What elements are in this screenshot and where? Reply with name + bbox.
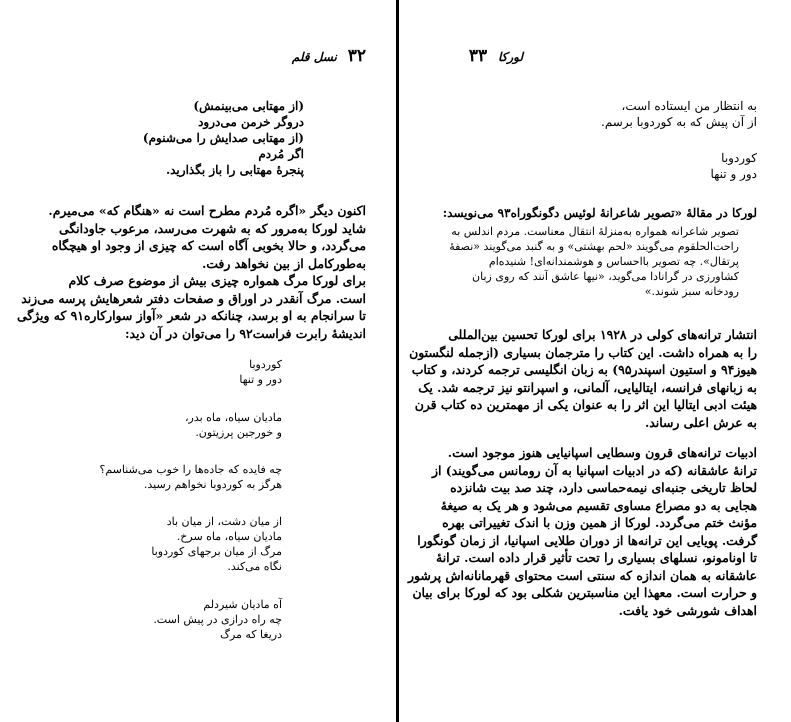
left-poem-2a (239, 357, 282, 387)
left-poem-2c (99, 462, 282, 492)
poem-line: نگاه می‌کند. (227, 560, 282, 573)
poem-line: مادیان سیاه، ماه بدر، (184, 411, 282, 424)
poem-line: دور و تنها (239, 373, 282, 386)
poem-line: از آن پیش که به کوردوبا برسم. (601, 115, 757, 129)
poem-line: کوردوبا (721, 151, 757, 165)
para-line: عاشقانه به همان اندازه که سنتی است محتوای قهرمانانه‌اش پرشور (408, 567, 757, 583)
quote-line: راحت‌الحلقوم می‌گویند «لحم بهشتی» و به گنبد می‌گویند «نصفهٔ (449, 240, 739, 253)
prose-line: شاید لورکا به‌مرور که به شهرت می‌رسد، مرعوب جاودانگی (59, 220, 366, 236)
para-line: گرفت. پویایی این ترانه‌ها از دوران طلایی اسپانیا، از زمان گونگورا (417, 532, 757, 548)
para-line: هیوز۹۴ و استیون اسپندر۹۵) به زبان انگلیسی ترجمه کردند، و کتاب (411, 362, 757, 377)
right-page-number: ۳۳ (468, 46, 488, 66)
poem-line: دریغا که مرگ (220, 628, 282, 641)
poem-line: و خورجین پرزیتون. (195, 426, 282, 439)
para-line: هجایی به دو مصراع مساوی تقسیم می‌شود و هر یک به صیغهٔ (440, 497, 757, 513)
prose-line: اکنون دیگر «اگره مُردم مطرح است نه «هنگام که» می‌میرم. (48, 203, 366, 218)
right-page (399, 0, 791, 722)
para-line: هیئت ادبی ایتالیا این اثر را به عنوان یکی از مهمترین ده کتاب قرن (414, 397, 757, 412)
para-line: و حرارت است. معهذا این مناسبترین شکلی بود که لورکا برای بیان (412, 585, 757, 600)
poem-line: از میان دشت، از میان باد (166, 515, 282, 528)
poem-line: چه فایده که جاده‌ها را خوب می‌شناسم؟ (99, 463, 282, 476)
poem-line: هرگز به کوردوبا نخواهم رسید. (143, 478, 282, 491)
body-paragraph-2 (408, 444, 757, 619)
para-line: تا اونامونو، نسلهای بسیاری را تحت تأثیر قرار داده است. ترانهٔ (436, 550, 757, 565)
left-prose (16, 202, 366, 342)
poem-line: اگر مُردم (258, 147, 304, 161)
prose-line: برای لورکا مرگ همواره چیزی بیش از موضوع صرف کلام (68, 273, 366, 288)
right-poem-mid (710, 150, 757, 182)
prose-line: اندیشهٔ رابرت فراست۹۲ را می‌توان در آن دید: (124, 325, 366, 341)
prose-line: به‌طورکامل از بین نخواهد رفت. (201, 255, 366, 271)
lorca-quote (439, 224, 739, 299)
prose-line: تا سرانجام به او برسد، چنانکه در شعر «آواز سوارکاره۹۱ که ویژگی (16, 308, 366, 323)
left-page-number: ۳۲ (347, 46, 366, 66)
essay-intro (443, 205, 757, 221)
left-poem-1 (143, 98, 304, 178)
quote-line: تصویر شاعرانه همواره به‌منزلهٔ انتقال معناست. مردم اندلس به (451, 225, 739, 238)
prose-line: است. مرگ آنقدر در اوراق و صفحات دفتر شعرهایش پرسه می‌زند (21, 290, 366, 306)
essay-intro-line: لورکا در مقالهٔ «تصویر شاعرانهٔ لوئیس دگونگوراه۹۳ می‌نویسد: (442, 206, 757, 220)
poem-line: مرگ از میان برجهای کوردوبا (151, 545, 282, 558)
body-paragraph-1 (409, 326, 757, 431)
left-running-title: نسل قلم (291, 50, 337, 64)
poem-line: آه مادیان شیردلم (203, 598, 282, 611)
prose-line: می‌گردد، و حالا بخوبی آگاه است که چیزی از وجود او هیچگاه (51, 238, 366, 253)
right-poem-top (601, 98, 757, 130)
left-page-header (286, 46, 366, 66)
poem-line: پنجرهٔ مهتابی را باز بگذارید. (165, 163, 304, 177)
left-poem-2d (151, 514, 282, 574)
quote-line: کشاورزی در گرانادا می‌گوید، «نیها عاشق آنند که روی زبان (472, 270, 739, 283)
para-line: مؤنث ختم می‌گردد. لورکا از همین وزن با اندک تغییراتی بهره (442, 515, 757, 530)
left-poem-2b (185, 410, 282, 440)
poem-line: دروگر خرمن می‌درود (198, 115, 304, 129)
poem-line: (از مهتابی می‌بینمش) (193, 99, 304, 113)
poem-line: مادیان سیاه، ماه سرخ. (176, 530, 282, 543)
right-page-header (469, 46, 529, 66)
para-line: ترانهٔ عاشقانه (که در ادبیات اسپانیا به آن رومانس می‌گویند) از (432, 462, 757, 478)
para-line: به زبانهای فرانسه، ایتالیایی، آلمانی، و اسپرانتو نیز ترجمه شد. یک (418, 379, 757, 395)
quote-line: رودخانه سبز شوند.» (644, 285, 739, 298)
poem-line: (از مهتابی صدایش را می‌شنوم) (142, 131, 304, 145)
para-line: انتشار ترانه‌های کولی در ۱۹۲۸ برای لورکا تحسین بین‌المللی (448, 327, 757, 342)
poem-line: چه راه درازی در پیش است. (153, 613, 282, 626)
poem-line: دور و تنها (710, 167, 757, 181)
left-poem-2e (153, 597, 282, 642)
poem-line: به انتظار من ایستاده است، (621, 99, 757, 113)
para-line: اهداف شورشی خود یافت. (618, 602, 757, 618)
para-line: را به همراه داشت. این کتاب را مترجمان بسیاری (ازجمله لنگستون (409, 344, 757, 360)
right-running-title: لورکا (497, 50, 523, 64)
para-line: به عرش اعلی رساند. (644, 414, 757, 430)
para-line: لحاظ تاریخی جنبه‌ای نیمه‌حماسی دارد، چند صد بیت شانزده (450, 480, 757, 495)
para-line: ادبیات ترانه‌های قرون وسطایی اسپانیایی هنوز موجود است. (447, 445, 757, 460)
quote-line: پرتقال». چه تصویر با‌احساس و هوشمندانه‌ای! شنیده‌ام (488, 255, 739, 268)
poem-line: کوردوبا (249, 358, 282, 371)
